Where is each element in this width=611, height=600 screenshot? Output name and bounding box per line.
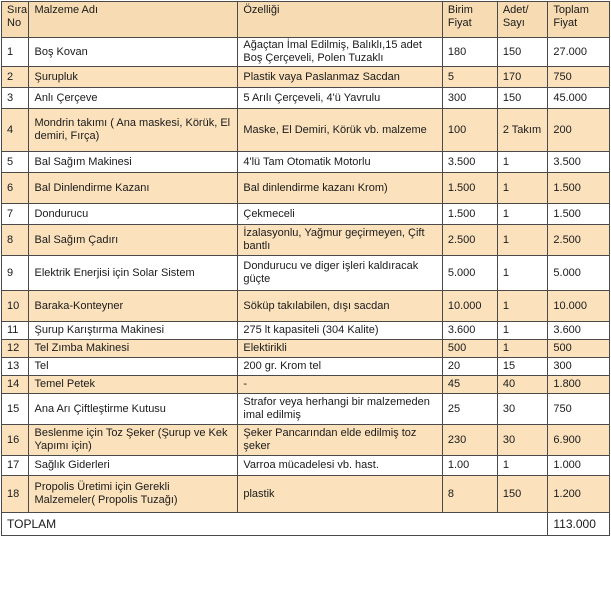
cell-name: Sağlık Giderleri <box>29 456 238 476</box>
cell-quantity: 1 <box>497 291 548 322</box>
cell-unit-price: 100 <box>442 109 497 152</box>
cell-name: Baraka-Konteyner <box>29 291 238 322</box>
cell-no: 17 <box>2 456 29 476</box>
table-row <box>2 358 610 376</box>
table-row <box>2 38 610 67</box>
cell-name: Mondrin takımı ( Ana maskesi, Körük, El demiri, Fırça) <box>29 109 238 152</box>
cell-quantity: 1 <box>497 204 548 225</box>
cell-feature: Şeker Pancarından elde edilmiş toz şeker <box>238 425 442 456</box>
cell-name: Dondurucu <box>29 204 238 225</box>
cell-total: 1.000 <box>548 456 610 476</box>
cell-quantity: 1 <box>497 225 548 256</box>
cell-total: 750 <box>548 67 610 88</box>
cell-name: Bal Sağım Makinesi <box>29 152 238 173</box>
cell-no: 14 <box>2 376 29 394</box>
cell-name: Tel <box>29 358 238 376</box>
cell-total: 200 <box>548 109 610 152</box>
header-feature: Özelliği <box>238 2 442 38</box>
cell-total: 3.600 <box>548 322 610 340</box>
cell-total: 1.200 <box>548 476 610 513</box>
cell-total: 27.000 <box>548 38 610 67</box>
cell-quantity: 170 <box>497 67 548 88</box>
cell-name: Beslenme için Toz Şeker (Şurup ve Kek Yapımı için) <box>29 425 238 456</box>
cell-quantity: 1 <box>497 322 548 340</box>
cell-feature: - <box>238 376 442 394</box>
cell-feature: Dondurucu ve diger işleri kaldıracak güçte <box>238 256 442 291</box>
cell-unit-price: 5 <box>442 67 497 88</box>
cell-unit-price: 3.500 <box>442 152 497 173</box>
cell-quantity: 150 <box>497 88 548 109</box>
table-row <box>2 476 610 513</box>
cell-no: 1 <box>2 38 29 67</box>
cell-feature: Elektirikli <box>238 340 442 358</box>
cell-feature: 275 lt kapasiteli (304 Kalite) <box>238 322 442 340</box>
cell-unit-price: 8 <box>442 476 497 513</box>
cell-name: Temel Petek <box>29 376 238 394</box>
cell-unit-price: 20 <box>442 358 497 376</box>
cell-unit-price: 1.500 <box>442 204 497 225</box>
cell-no: 2 <box>2 67 29 88</box>
cell-feature: 200 gr. Krom tel <box>238 358 442 376</box>
total-row <box>2 513 610 536</box>
cell-quantity: 30 <box>497 425 548 456</box>
cell-name: Şurupluk <box>29 67 238 88</box>
table-row <box>2 204 610 225</box>
cell-no: 15 <box>2 394 29 425</box>
cell-name: Bal Sağım Çadırı <box>29 225 238 256</box>
cell-total: 45.000 <box>548 88 610 109</box>
cell-no: 12 <box>2 340 29 358</box>
cell-unit-price: 45 <box>442 376 497 394</box>
cell-total: 2.500 <box>548 225 610 256</box>
cell-name: Bal Dinlendirme Kazanı <box>29 173 238 204</box>
cell-total: 5.000 <box>548 256 610 291</box>
cell-feature: Varroa mücadelesi vb. hast. <box>238 456 442 476</box>
table-row <box>2 173 610 204</box>
cell-no: 13 <box>2 358 29 376</box>
cell-total: 500 <box>548 340 610 358</box>
cell-total: 1.500 <box>548 173 610 204</box>
cell-feature: Strafor veya herhangi bir malzemeden imal edilmiş <box>238 394 442 425</box>
cell-name: Ana Arı Çiftleştirme Kutusu <box>29 394 238 425</box>
table-row <box>2 322 610 340</box>
cell-unit-price: 500 <box>442 340 497 358</box>
cell-total: 10.000 <box>548 291 610 322</box>
cell-total: 1.500 <box>548 204 610 225</box>
table-row <box>2 340 610 358</box>
cell-unit-price: 1.500 <box>442 173 497 204</box>
cell-total: 1.800 <box>548 376 610 394</box>
cell-unit-price: 2.500 <box>442 225 497 256</box>
cell-unit-price: 10.000 <box>442 291 497 322</box>
cell-feature: Plastik vaya Paslanmaz Sacdan <box>238 67 442 88</box>
cell-no: 5 <box>2 152 29 173</box>
cell-quantity: 1 <box>497 152 548 173</box>
cell-quantity: 15 <box>497 358 548 376</box>
cell-no: 3 <box>2 88 29 109</box>
cell-no: 6 <box>2 173 29 204</box>
cell-quantity: 150 <box>497 38 548 67</box>
table-row <box>2 225 610 256</box>
cell-no: 4 <box>2 109 29 152</box>
cell-feature: Maske, El Demiri, Körük vb. malzeme <box>238 109 442 152</box>
cell-total: 300 <box>548 358 610 376</box>
cell-quantity: 1 <box>497 456 548 476</box>
cell-name: Anlı Çerçeve <box>29 88 238 109</box>
header-unit-price: Birim Fiyat <box>442 2 497 38</box>
cell-feature: plastik <box>238 476 442 513</box>
cell-name: Şurup Karıştırma Makinesi <box>29 322 238 340</box>
cell-unit-price: 3.600 <box>442 322 497 340</box>
cell-total: 750 <box>548 394 610 425</box>
cell-feature: 5 Arılı Çerçeveli, 4'ü Yavrulu <box>238 88 442 109</box>
table-row <box>2 152 610 173</box>
cell-name: Elektrik Enerjisi için Solar Sistem <box>29 256 238 291</box>
cell-quantity: 30 <box>497 394 548 425</box>
cell-no: 16 <box>2 425 29 456</box>
cell-unit-price: 300 <box>442 88 497 109</box>
cell-quantity: 2 Takım <box>497 109 548 152</box>
cell-feature: İzalasyonlu, Yağmur geçirmeyen, Çift bantlı <box>238 225 442 256</box>
cell-total: 3.500 <box>548 152 610 173</box>
cell-quantity: 1 <box>497 173 548 204</box>
materials-table <box>1 1 610 536</box>
cell-feature: Çekmeceli <box>238 204 442 225</box>
cell-no: 8 <box>2 225 29 256</box>
grand-total: 113.000 <box>548 513 610 536</box>
table-row <box>2 376 610 394</box>
cell-no: 18 <box>2 476 29 513</box>
cell-no: 11 <box>2 322 29 340</box>
cell-unit-price: 180 <box>442 38 497 67</box>
cell-name: Propolis Üretimi için Gerekli Malzemeler( Propolis Tuzağı) <box>29 476 238 513</box>
table-body <box>2 38 610 513</box>
cell-unit-price: 25 <box>442 394 497 425</box>
cell-no: 7 <box>2 204 29 225</box>
cell-no: 9 <box>2 256 29 291</box>
header-no: Sıra No <box>2 2 29 38</box>
total-label: TOPLAM <box>2 513 548 536</box>
cell-feature: Ağaçtan İmal Edilmiş, Balıklı,15 adet Boş Çerçeveli, Polen Tuzaklı <box>238 38 442 67</box>
table-row <box>2 109 610 152</box>
header-total: Toplam Fiyat <box>548 2 610 38</box>
cell-unit-price: 5.000 <box>442 256 497 291</box>
header-name: Malzeme Adı <box>29 2 238 38</box>
cell-unit-price: 1.00 <box>442 456 497 476</box>
table-row <box>2 394 610 425</box>
cell-quantity: 1 <box>497 340 548 358</box>
cell-feature: 4'lü Tam Otomatik Motorlu <box>238 152 442 173</box>
table-row <box>2 88 610 109</box>
cell-name: Tel Zımba Makinesi <box>29 340 238 358</box>
cell-name: Boş Kovan <box>29 38 238 67</box>
cell-total: 6.900 <box>548 425 610 456</box>
table-row <box>2 291 610 322</box>
cell-unit-price: 230 <box>442 425 497 456</box>
cell-quantity: 40 <box>497 376 548 394</box>
cell-quantity: 1 <box>497 256 548 291</box>
cell-quantity: 150 <box>497 476 548 513</box>
header-row <box>2 2 610 38</box>
cell-feature: Bal dinlendirme kazanı Krom) <box>238 173 442 204</box>
cell-no: 10 <box>2 291 29 322</box>
table-row <box>2 456 610 476</box>
cell-feature: Söküp takılabilen, dışı sacdan <box>238 291 442 322</box>
table-row <box>2 67 610 88</box>
table-row <box>2 425 610 456</box>
header-quantity: Adet/ Sayı <box>497 2 548 38</box>
table-row <box>2 256 610 291</box>
